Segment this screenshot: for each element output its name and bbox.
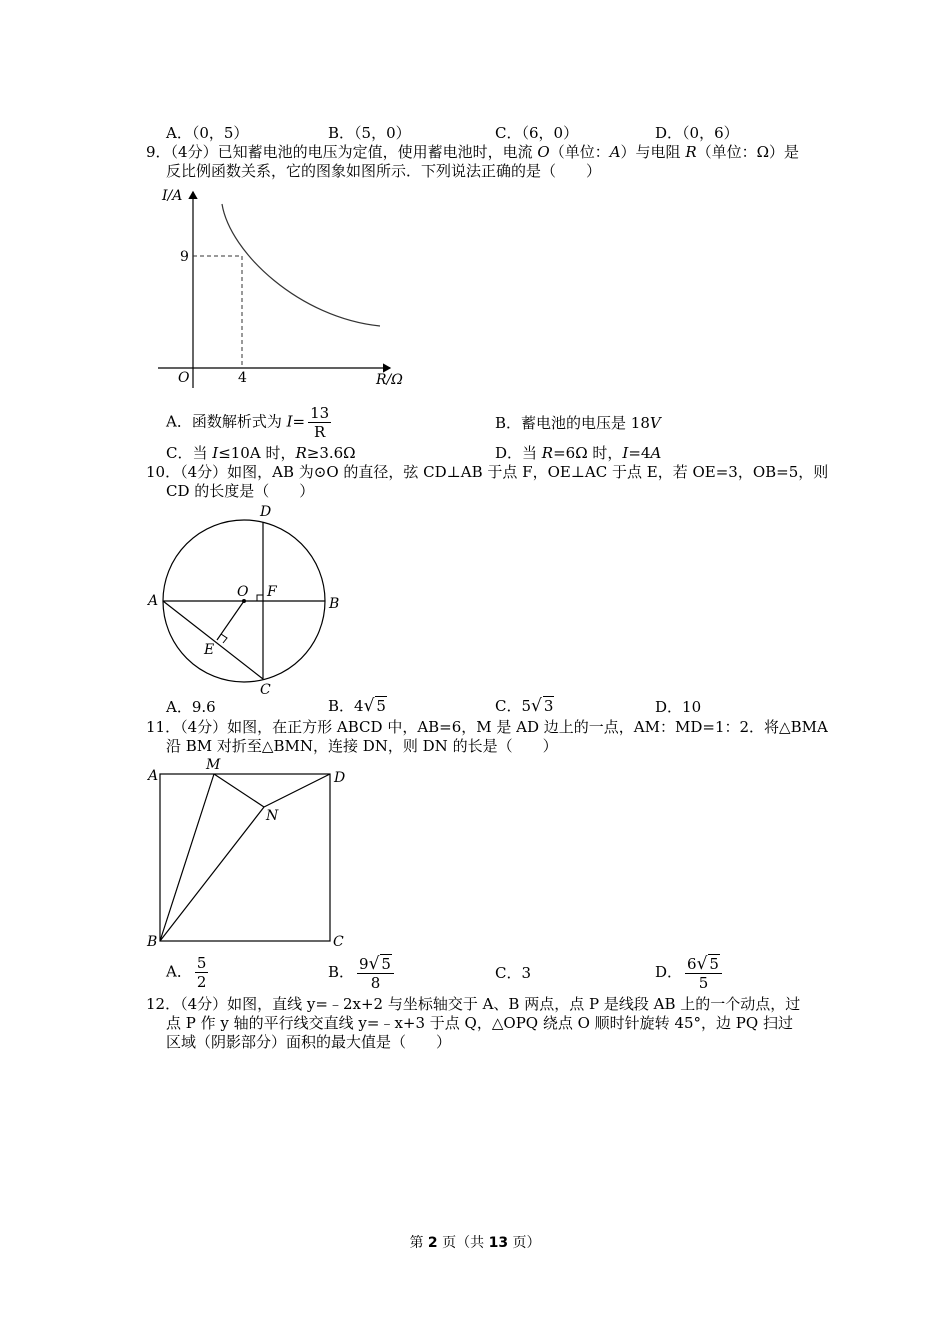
fraction: $\frac{6√ 5}{5}$ (685, 954, 722, 992)
segment-dn (264, 774, 330, 807)
y-axis-label: I/A (162, 188, 183, 204)
q12-stem-line3: 区域（阴影部分）面积的最大值是（ ） (166, 1033, 452, 1051)
right-angle-f (257, 595, 263, 601)
q11-option-d[interactable]: D． $\frac{6√ 5}{5}$ (655, 954, 725, 992)
q11-option-c[interactable]: C．3 (495, 964, 532, 982)
q9-option-b[interactable]: B．蓄电池的电压是 18V (495, 414, 661, 432)
y-tick-9: 9 (180, 249, 189, 265)
x-axis-label: R/Ω (376, 372, 403, 388)
q9-option-a[interactable]: A．函数解析式为 I= $\frac{13}{R}$ (166, 404, 330, 441)
q11-stem-line2: 沿 BM 对折至△BMN，连接 DN，则 DN 的长是（ ） (166, 737, 558, 755)
segment-bn (160, 807, 264, 941)
hyperbola-curve (222, 204, 380, 326)
q11-figure (144, 754, 354, 954)
label-d: D (334, 770, 346, 786)
label-m: M (206, 757, 221, 773)
q12-stem-line1: 12．（4分）如图，直线 y=﹣2x+2 与坐标轴交于 A、B 两点，点 P 是线段 AB 上的一个动点，过 (146, 995, 801, 1013)
right-angle-e (221, 634, 227, 643)
q9-stem-line1: 9．（4分）已知蓄电池的电压为定值，使用蓄电池时，电流 O（单位：A）与电阻 R（单位：Ω）是 (146, 143, 800, 161)
q11-option-a[interactable]: A． $\frac{5}{2}$ (166, 954, 207, 991)
q10-option-c[interactable]: C．5√ 3 (495, 696, 554, 716)
q10-stem-line1: 10．（4分）如图，AB 为⊙O 的直径，弦 CD⊥AB 于点 F，OE⊥AC 于点 E，若 OE=3，OB=5，则 (146, 463, 829, 481)
label-c: C (260, 682, 271, 698)
label-a: A (148, 768, 159, 784)
label-f: F (267, 584, 277, 600)
page-footer: 第 2 页（共 13 页） (409, 1235, 541, 1251)
segment-mn (214, 774, 264, 807)
label-e: E (204, 642, 215, 658)
square-abcd (160, 774, 330, 941)
label-c: C (333, 934, 344, 950)
origin-label: O (178, 370, 190, 386)
q10-stem-line2: CD 的长度是（ ） (166, 482, 315, 500)
q8-option-c[interactable]: C．（6，0） (495, 124, 579, 142)
q11-option-b[interactable]: B． $\frac{9√ 5}{8}$ (328, 954, 397, 992)
fraction: $\frac{9√ 5}{8}$ (357, 954, 394, 992)
q9-graph (150, 178, 420, 393)
q9-option-c[interactable]: C．当 I≤10A 时，R≥3.6Ω (166, 444, 356, 462)
q10-figure (144, 498, 350, 698)
q9-stem-line2: 反比例函数关系，它的图象如图所示．下列说法正确的是（ ） (166, 162, 602, 180)
q12-stem-line2: 点 P 作 y 轴的平行线交直线 y=﹣x+3 于点 Q，△OPQ 绕点 O 顺时针旋转 45°，边 PQ 扫过 (166, 1014, 793, 1032)
q10-option-a[interactable]: A．9.6 (166, 698, 216, 716)
q8-option-d[interactable]: D．（0，6） (655, 124, 739, 142)
label-b: B (147, 934, 158, 950)
fraction: $\frac{13}{R}$ (310, 404, 330, 441)
x-tick-4: 4 (238, 370, 247, 386)
label-d: D (260, 504, 272, 520)
label-n: N (266, 808, 279, 824)
q8-option-b[interactable]: B．（5，0） (328, 124, 411, 142)
segment-ac (163, 601, 263, 679)
fraction: $\frac{5}{2}$ (196, 954, 207, 991)
q11-stem-line1: 11．（4分）如图，在正方形 ABCD 中，AB=6，M 是 AD 边上的一点，AM：MD=1：2．将△BMA (146, 718, 828, 736)
q10-option-b[interactable]: B．4√ 5 (328, 696, 386, 716)
label-a: A (148, 593, 159, 609)
q8-option-a[interactable]: A．（0，5） (166, 124, 249, 142)
segment-bm (160, 774, 214, 941)
label-b: B (329, 596, 340, 612)
q9-option-d[interactable]: D．当 R=6Ω 时，I=4A (495, 444, 662, 462)
q10-option-d[interactable]: D．10 (655, 698, 702, 716)
label-o: O (237, 584, 249, 600)
